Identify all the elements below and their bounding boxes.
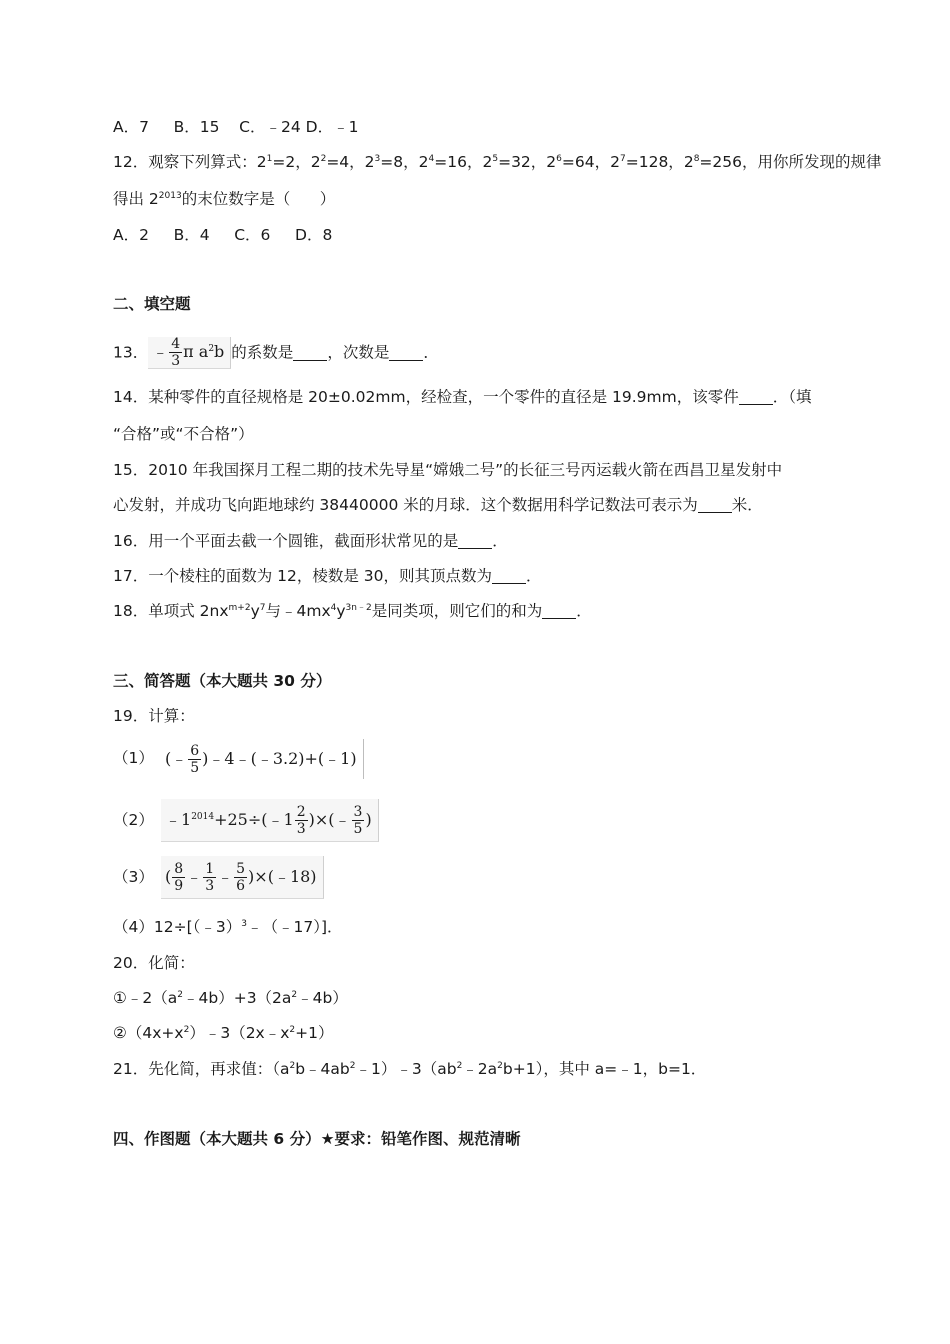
q19-part2: （2） $﹣1^{2014}+25\div(﹣1$ $\frac{2}{3}$ )×(﹣ $\frac{3}{5}$ ) [113,799,379,842]
section2-title: 二、填空题 [113,295,191,313]
answer-blank [698,498,732,513]
power-expr: $2^7=128$， [610,153,684,171]
q20-part1: $①﹣2(a^2﹣4b)+3(2a^2﹣4b)$ [113,989,348,1007]
q13: 13． ﹣ $\frac{4}{3}$ π $a^2b$ 的系数是 ，次数是 ． [113,336,439,369]
answer-blank [542,604,576,619]
answer-blank [739,390,773,405]
q12-suffix: 用你所发现的规律 [757,153,882,171]
q17: 17．一个棱柱的面数为 12，棱数是 30，则其顶点数为 ． [113,567,542,585]
answer-blank [492,569,526,584]
power-expr: $2^2=4$， [310,153,365,171]
section3-title: 三、简答题（本大题共 30 分） [113,672,332,690]
power-expr: $2^6=64$， [546,153,611,171]
q18: 18．单项式 $2nx^{m+2}y^7$与$﹣4mx^4y^{3n﹣2}$是同类项，则它们的和为 ． [113,602,592,620]
q21: 21．先化简，再求值：$(a^2b﹣4ab^2﹣1)﹣3(ab^2﹣2a^2b+1)$，其中 a=﹣1，b=1． [113,1060,707,1078]
q19-p2-expression-image: $﹣1^{2014}+25\div(﹣1$ $\frac{2}{3}$ )×(﹣ $\frac{3}{5}$ ) [161,799,379,842]
q15-line2: 心发射，并成功飞向距地球约 38440000 米的月球．这个数据用科学记数法可表示为 米． [113,496,763,514]
q15-line1: 15．2010 年我国探月工程二期的技术先导星“嫦娥二号”的长征三号丙运载火箭在西昌卫星发射中 [113,461,783,479]
q19-part3: （3） ( $\frac{8}{9}$ ﹣ $\frac{1}{3}$ ﹣ $\frac{5}{6}$ )×(﹣18) [113,856,324,899]
q19-part4: （4）12÷[（﹣3）$^3$﹣（﹣17）]． [113,918,343,936]
q19-p1-expression-image: (﹣ $\frac{6}{5}$ )﹣4﹣(﹣3.2)+(﹣1) [161,739,364,779]
section4-title: 四、作图题（本大题共 6 分）★要求：铅笔作图、规范清晰 [113,1130,521,1148]
power-expr: $2^3=8$， [364,153,419,171]
q12-prefix: 12．观察下列算式： [113,153,257,171]
q20-part2: $②(4x+x^2)﹣3(2x﹣x^2+1)$ [113,1024,334,1042]
q12-options: A．2 B．4 C．6 D．8 [113,226,333,244]
power-expr: $2^8=256$， [683,153,758,171]
answer-blank [293,346,327,361]
q19-title: 19．计算： [113,707,195,725]
q19-p3-expression-image: ( $\frac{8}{9}$ ﹣ $\frac{1}{3}$ ﹣ $\frac{5}{6}$ )×(﹣18) [161,856,324,899]
answer-blank [389,346,423,361]
q14-line2: “合格”或“不合格”） [113,425,254,443]
power-expr: $2^4=16$， [418,153,483,171]
q14-line1: 14．某种零件的直径规格是 20±0.02mm，经检查，一个零件的直径是 19.9mm，该零件 ．（填 [113,388,812,406]
q11-options: A．7 B．15 C．﹣24 D．﹣1 [113,118,359,136]
q12-line2: 得出 $2^{2013}$的末位数字是（ ） [113,190,336,208]
q16: 16．用一个平面去截一个圆锥，截面形状常见的是 ． [113,532,508,550]
q12-line1 [113,152,882,172]
q19-part1: （1） (﹣ $\frac{6}{5}$ )﹣4﹣(﹣3.2)+(﹣1) [113,738,364,779]
q13-expression-image: ﹣ $\frac{4}{3}$ π $a^2b$ [148,337,231,369]
power-expr: $2^5=32$， [482,153,547,171]
answer-blank [458,534,492,549]
q20-title: 20．化简： [113,954,195,972]
power-expr: $2^1=2$， [256,153,311,171]
